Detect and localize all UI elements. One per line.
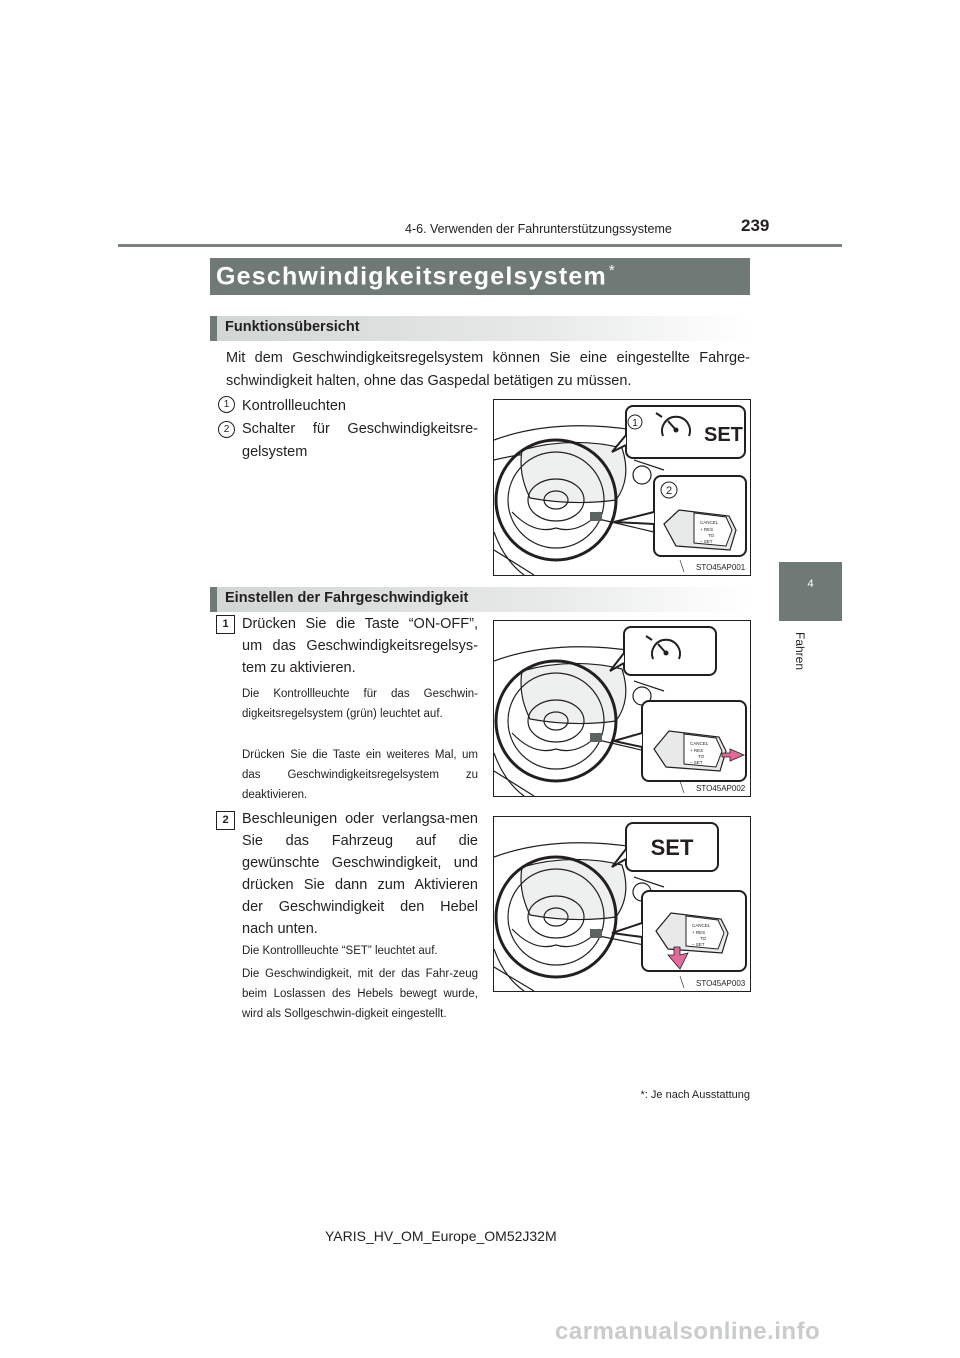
page-number: 239: [741, 216, 770, 235]
watermark: carmanualsonline.info: [555, 1318, 821, 1345]
chapter-name: Fahren: [793, 631, 807, 671]
figure-set-indicator: SET: [650, 835, 694, 860]
lever-label-to: TO: [700, 936, 707, 941]
step-text-1: Drücken Sie die Taste “ON-OFF”, um das Geschwindigkeitsregelsys-tem zu aktivieren.: [242, 616, 478, 676]
header-rule: [118, 244, 842, 247]
footnote-text: : Je nach Ausstattung: [644, 1089, 750, 1101]
figure-set-speed: [493, 816, 751, 992]
figure-callout-1: 1: [632, 418, 638, 429]
lever-label-to: TO: [698, 754, 705, 759]
figure-overview: [493, 399, 751, 576]
step-number-1: 1: [216, 615, 235, 634]
chapter-tab: [779, 562, 842, 621]
lever-label-cancel: CANCEL: [692, 923, 711, 928]
figure-activate: [493, 620, 751, 797]
page-title-text: Geschwindigkeitsregelsystem: [216, 262, 607, 291]
lever-label-res: + RES: [690, 748, 704, 753]
footer-document-id: YARIS_HV_OM_Europe_OM52J32M: [325, 1228, 557, 1244]
section-heading-overview: [210, 316, 750, 341]
figure-activate-drawing: [494, 621, 750, 796]
footnote-mark: *: [640, 1089, 645, 1101]
item-label-2: Schalter für Geschwindigkeitsre-gelsystem: [242, 421, 478, 460]
lever-label-res: + RES: [700, 527, 714, 532]
lever-label-set: – SET: [690, 760, 703, 765]
section-heading-text: Einstellen der Fahrgeschwindigkeit: [225, 590, 469, 606]
section-accent: [210, 316, 217, 341]
lever-label-set: – SET: [692, 942, 705, 947]
figure-set-indicator: SET: [704, 424, 743, 446]
page-title: [216, 262, 616, 291]
lever-label-res: + RES: [692, 930, 706, 935]
lever-label-set: – SET: [700, 539, 713, 544]
figure-callout-2: 2: [665, 485, 673, 497]
step-1-note-1: Die Kontrollleuchte für das Geschwin-digkeitsregelsystem (grün) leuchtet auf.: [242, 688, 478, 720]
item-label-1: Kontrollleuchten: [242, 398, 346, 414]
item-number-2: 2: [218, 421, 235, 438]
lever-label-cancel: CANCEL: [700, 520, 719, 525]
page-title-bar: [210, 258, 750, 295]
lever-label-cancel: CANCEL: [690, 741, 709, 746]
section-heading-text: Funktionsübersicht: [225, 319, 360, 335]
step-1-note-2: Drücken Sie die Taste ein weiteres Mal, um das Geschwindigkeitsregelsystem zu deaktivieren.: [242, 749, 478, 801]
figure-code-1: STO45AP001: [696, 563, 746, 572]
step-2-note-2: Die Geschwindigkeit, mit der das Fahr-zeug beim Loslassen des Hebels bewegt wurde, wird als Sollgeschwin-digkeit eingestellt.: [242, 968, 478, 1020]
step-number-2: 2: [216, 811, 235, 830]
footnote: [560, 1089, 750, 1101]
section-heading-setting: [210, 587, 750, 612]
section-accent: [210, 587, 217, 612]
chapter-number: 4: [807, 578, 814, 590]
figure-overview-drawing: [494, 400, 750, 575]
step-2-note-1: Die Kontrollleuchte “SET” leuchtet auf.: [242, 945, 438, 957]
intro-paragraph: Mit dem Geschwindigkeitsregelsystem können Sie eine eingestellte Fahrge-schwindigkeit halten, ohne das Gaspedal betätigen zu müssen.: [226, 350, 750, 389]
figure-set-speed-drawing: [494, 817, 750, 991]
title-footnote-mark: *: [608, 262, 616, 279]
running-header-section: 4-6. Verwenden der Fahrunterstützungssysteme: [405, 222, 672, 236]
item-number-1: 1: [218, 396, 235, 413]
lever-label-to: TO: [708, 533, 715, 538]
figure-code-3: STO45AP003: [696, 979, 746, 988]
step-text-2: Beschleunigen oder verlangsa-men Sie das Fahrzeug auf die gewünschte Geschwindigkeit, und drücken Sie dann zum Aktivieren der Geschwindigkeit den Hebel nach unten.: [242, 811, 478, 937]
figure-code-2: STO45AP002: [696, 784, 746, 793]
